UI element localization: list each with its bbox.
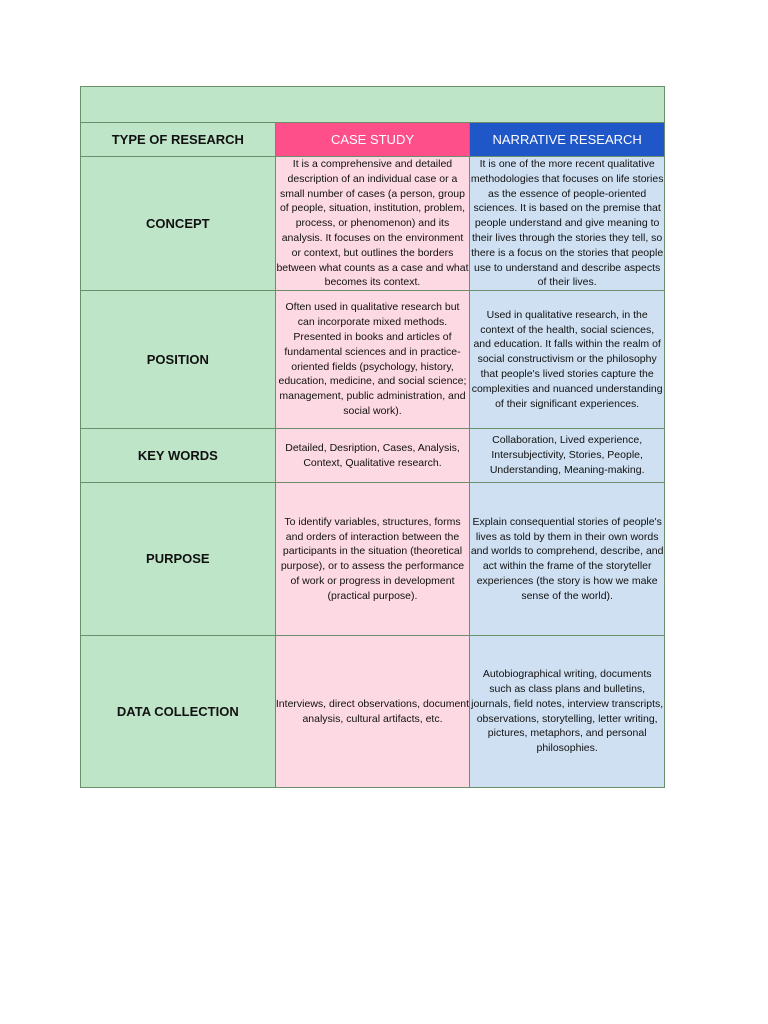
case-study-cell: It is a comprehensive and detailed description of an individual case or a small number of cases (a person, group of people, situation, institution, problem, process, or phenomenon) and its analysis. It focuses on the environment or context, but outlines the borders between what counts as a case and what becomes its context. <box>275 157 470 291</box>
case-study-header: CASE STUDY <box>275 123 470 157</box>
row-label-key-words: KEY WORDS <box>81 429 276 483</box>
table-row <box>81 483 665 636</box>
narrative-cell: Used in qualitative research, in the context of the health, social sciences, and education. It falls within the realm of social constructivism or the philosophy that people's lived stories capture the complexities and nuanced understanding of their significant experiences. <box>470 291 665 429</box>
table-row <box>81 636 665 788</box>
narrative-cell: Autobiographical writing, documents such as class plans and bulletins, journals, field notes, interview transcripts, observations, storytelling, letter writing, pictures, metaphors, and personal philosophies. <box>470 636 665 788</box>
table-row <box>81 157 665 291</box>
case-study-cell: Detailed, Desription, Cases, Analysis, Context, Qualitative research. <box>275 429 470 483</box>
row-label-position: POSITION <box>81 291 276 429</box>
narrative-cell: It is one of the more recent qualitative methodologies that focuses on life stories as the essence of people-oriented sciences. It is based on the premise that people understand and give meaning to their lives through the stories they tell, so there is a focus on the stories that people use to understand and describe aspects of their lives. <box>470 157 665 291</box>
comparison-table <box>80 86 665 788</box>
case-study-cell: To identify variables, structures, forms and orders of interaction between the participants in the situation (theoretical purpose), or to assess the performance of work or progress in development (practical purpose). <box>275 483 470 636</box>
row-label-concept: CONCEPT <box>81 157 276 291</box>
narrative-research-header: NARRATIVE RESEARCH <box>470 123 665 157</box>
case-study-cell: Often used in qualitative research but can incorporate mixed methods. Presented in books and articles of fundamental sciences and in practice-oriented fields (psychology, history, education, medicine, and social science; management, public administration, and social work). <box>275 291 470 429</box>
narrative-cell: Collaboration, Lived experience, Intersubjectivity, Stories, People, Understanding, Meaning-making. <box>470 429 665 483</box>
row-label-purpose: PURPOSE <box>81 483 276 636</box>
table-row <box>81 291 665 429</box>
row-label-data-collection: DATA COLLECTION <box>81 636 276 788</box>
table-banner <box>81 87 665 123</box>
case-study-cell: Interviews, direct observations, document analysis, cultural artifacts, etc. <box>275 636 470 788</box>
type-of-research-header: TYPE OF RESEARCH <box>81 123 276 157</box>
narrative-cell: Explain consequential stories of people's lives as told by them in their own words and worlds to comprehend, describe, and act within the frame of the storyteller experiences (the story is how we make sense of the world). <box>470 483 665 636</box>
header-row <box>81 123 665 157</box>
banner-row <box>81 87 665 123</box>
table-row <box>81 429 665 483</box>
